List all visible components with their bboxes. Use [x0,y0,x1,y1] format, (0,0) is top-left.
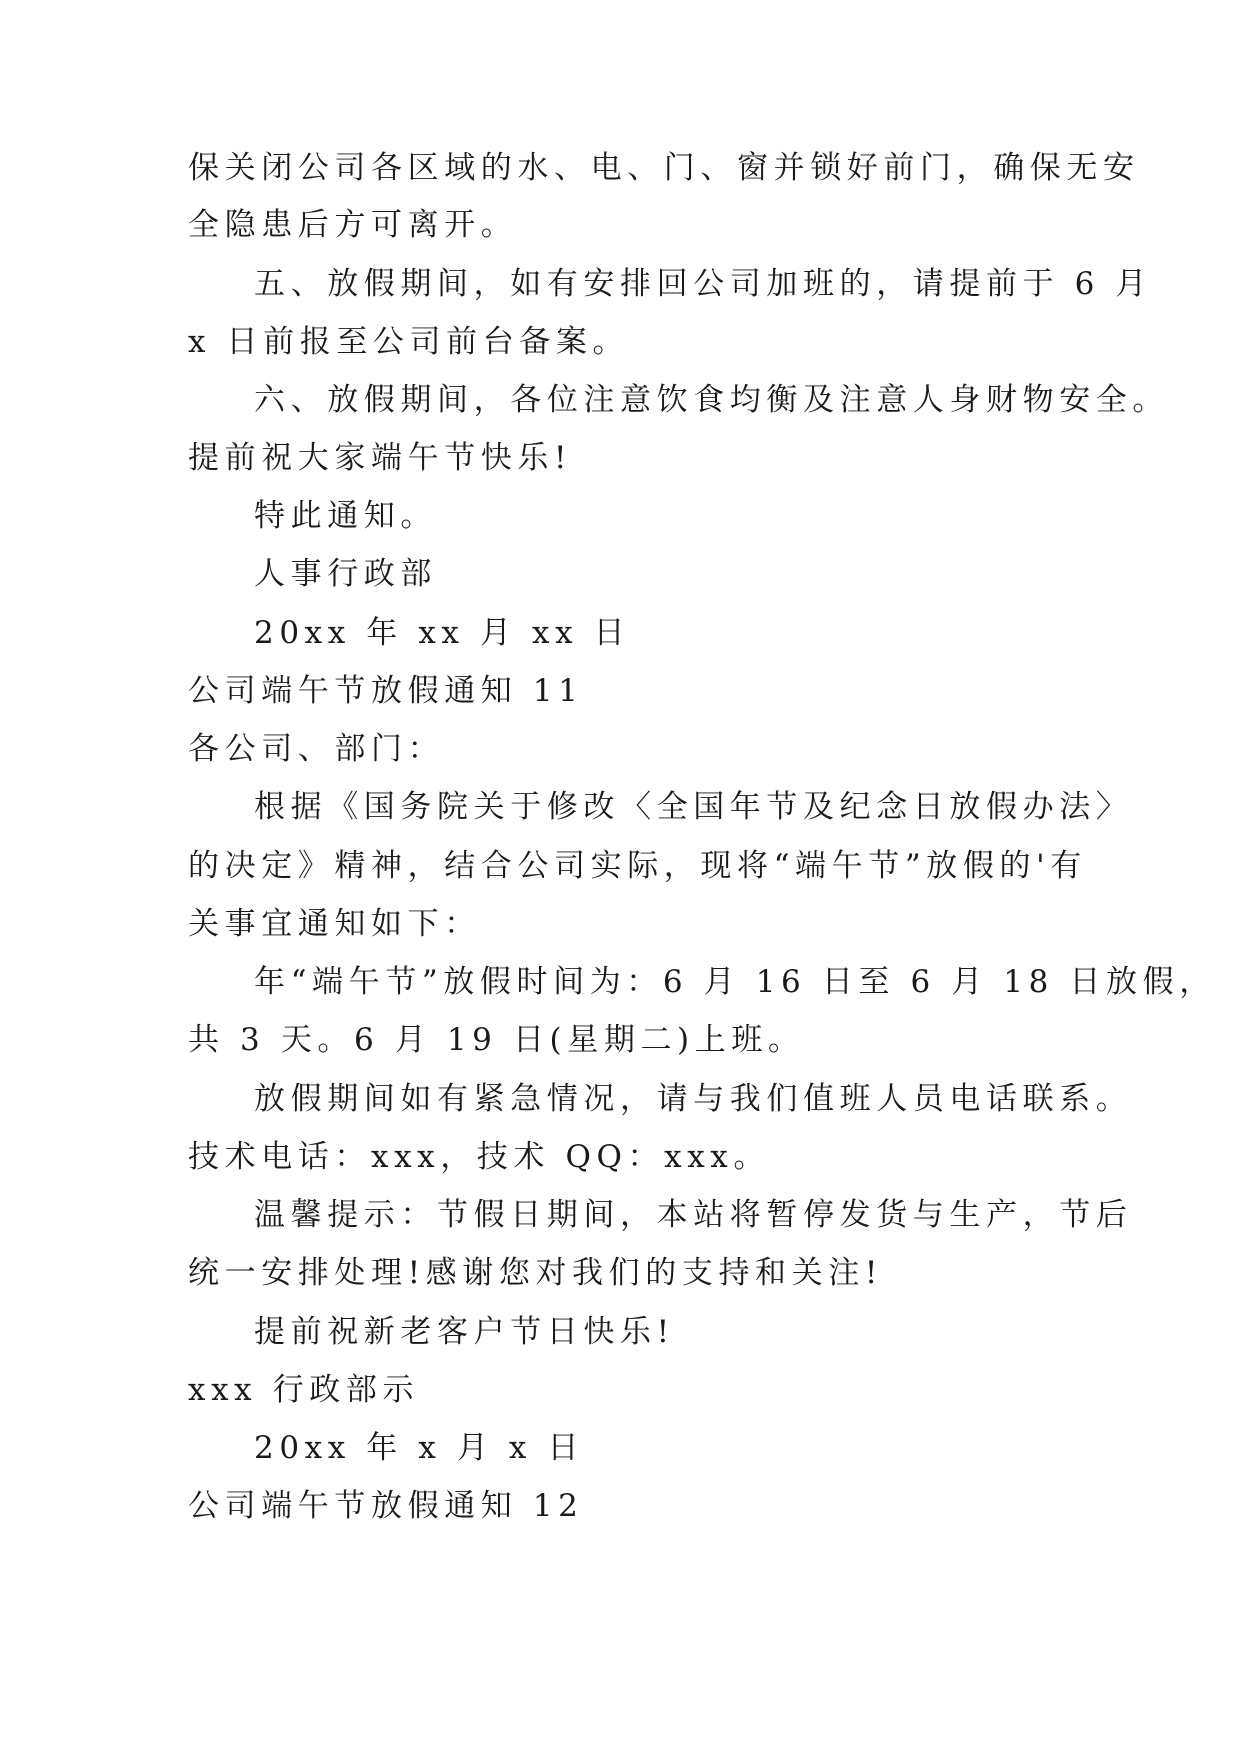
paragraph-line: 全隐患后方可离开。 [188,207,518,243]
paragraph-line: 年“端午节”放假时间为：6 月 16 日至 6 月 18 日放假， [254,964,1216,1000]
signature-date: 20xx 年 xx 月 xx 日 [254,615,631,651]
signature-date: 20xx 年 x 月 x 日 [254,1430,585,1466]
paragraph-line: 共 3 天。6 月 19 日(星期二)上班。 [188,1022,805,1058]
paragraph-line: 放假期间如有紧急情况，请与我们值班人员电话联系。 [254,1081,1133,1117]
paragraph-line: 提前祝大家端午节快乐! [188,440,573,476]
signature-department: 人事行政部 [254,556,437,592]
paragraph-line: 六、放假期间，各位注意饮食均衡及注意人身财物安全。 [254,382,1169,418]
closing-line: 特此通知。 [254,498,437,534]
signature-department: xxx 行政部示 [188,1372,420,1408]
paragraph-line: 保关闭公司各区域的水、电、门、窗并锁好前门，确保无安 [188,150,1140,186]
paragraph-line: 五、放假期间，如有安排回公司加班的，请提前于 6 月 [254,266,1153,302]
paragraph-line: 根据《国务院关于修改〈全国年节及纪念日放假办法〉 [254,789,1133,825]
section-title: 公司端午节放假通知 11 [188,673,584,709]
paragraph-line: 提前祝新老客户节日快乐! [254,1314,675,1350]
paragraph-line: 关事宜通知如下： [188,906,481,942]
paragraph-line: 温馨提示：节假日期间，本站将暂停发货与生产，节后 [254,1197,1133,1233]
paragraph-line: 技术电话：xxx，技术 QQ：xxx。 [188,1139,770,1175]
paragraph-line: 统一安排处理!感谢您对我们的支持和关注! [188,1255,883,1291]
salutation: 各公司、部门： [188,731,445,767]
section-title: 公司端午节放假通知 12 [188,1488,584,1524]
paragraph-line: 的决定》精神，结合公司实际，现将“端午节”放假的'有 [188,848,1087,884]
paragraph-line: x 日前报至公司前台备案。 [188,324,630,360]
